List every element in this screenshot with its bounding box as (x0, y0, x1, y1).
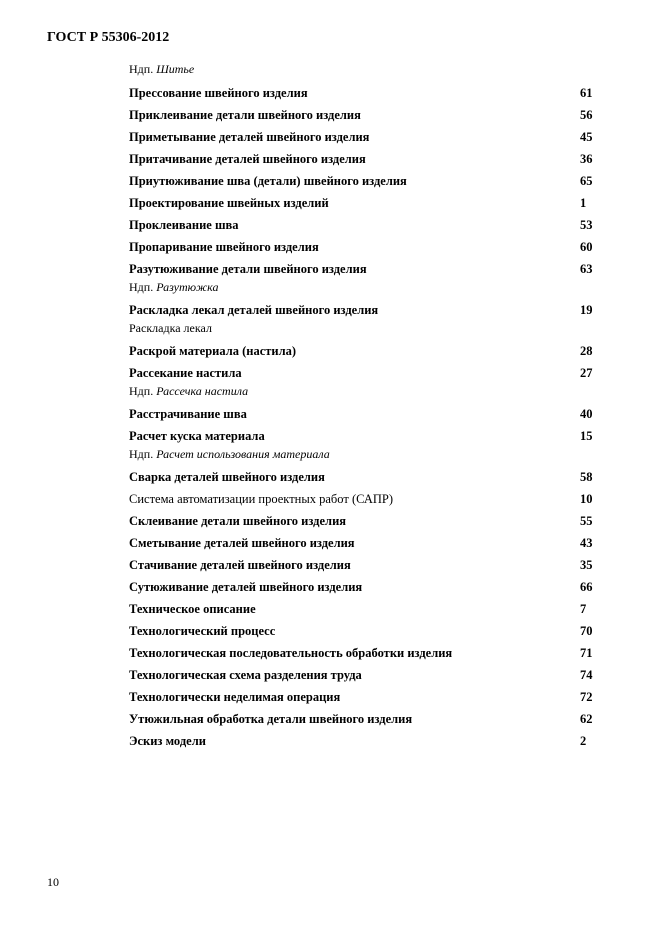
entry-number: 1 (580, 196, 587, 210)
subnote-term: Расчет использования материала (156, 447, 330, 461)
entry-number: 55 (580, 514, 593, 528)
entry-term: Технологическая последовательность обработки изделия (129, 646, 453, 660)
entry-term: Технологически неделимая операция (129, 690, 341, 704)
index-entry (129, 624, 596, 641)
subnote-text: Раскладка лекал (129, 321, 212, 335)
index-entry (129, 196, 596, 213)
index-entry (129, 602, 596, 619)
entry-number: 63 (580, 262, 593, 276)
entry-term: Пропаривание швейного изделия (129, 240, 319, 254)
index-entry (129, 407, 596, 424)
index-entry (129, 108, 596, 125)
entry-term: Рассекание настила (129, 366, 242, 380)
entry-number: 19 (580, 303, 593, 317)
index-entries (129, 86, 596, 751)
entry-number: 27 (580, 366, 593, 380)
index-entry (129, 429, 596, 463)
index-entry (129, 492, 596, 509)
intro-note (129, 61, 596, 78)
page-number: 10 (47, 875, 59, 889)
index-entry (129, 218, 596, 235)
entry-number: 15 (580, 429, 593, 443)
entry-term: Проклеивание шва (129, 218, 239, 232)
subnote-term: Разутюжка (156, 280, 219, 294)
entry-number: 40 (580, 407, 593, 421)
entry-term: Сварка деталей швейного изделия (129, 470, 325, 484)
entry-number: 36 (580, 152, 593, 166)
entry-number: 56 (580, 108, 593, 122)
entry-subnote (129, 383, 596, 400)
entry-term: Стачивание деталей швейного изделия (129, 558, 351, 572)
index-entry (129, 668, 596, 685)
index-entry (129, 152, 596, 169)
subnote-prefix: Ндп. (129, 447, 154, 461)
index-entry (129, 86, 596, 103)
index-entry (129, 712, 596, 729)
entry-term: Приметывание деталей швейного изделия (129, 130, 370, 144)
index-entry (129, 690, 596, 707)
entry-term: Приклеивание детали швейного изделия (129, 108, 361, 122)
entry-number: 74 (580, 668, 593, 682)
document-header: ГОСТ Р 55306-2012 (47, 30, 170, 45)
subnote-term: Рассечка настила (156, 384, 249, 398)
entry-subnote (129, 446, 596, 463)
entry-term: Проектирование швейных изделий (129, 196, 329, 210)
index-entry (129, 240, 596, 257)
subnote-prefix: Ндп. (129, 280, 154, 294)
entry-number: 43 (580, 536, 593, 550)
entry-term: Технологическая схема разделения труда (129, 668, 362, 682)
entry-term: Утюжильная обработка детали швейного изделия (129, 712, 413, 726)
intro-term: Шитье (156, 62, 195, 76)
intro-prefix: Ндп. (129, 62, 154, 76)
entry-number: 35 (580, 558, 593, 572)
entry-number: 71 (580, 646, 593, 660)
entry-term: Расчет куска материала (129, 429, 265, 443)
entry-number: 72 (580, 690, 593, 704)
entry-term: Расстрачивание шва (129, 407, 247, 421)
entry-subnote (129, 320, 596, 337)
entry-term: Раскладка лекал деталей швейного изделия (129, 303, 379, 317)
index-entry (129, 344, 596, 361)
entry-term: Технологический процесс (129, 624, 276, 638)
entry-number: 61 (580, 86, 593, 100)
entry-term: Сутюживание деталей швейного изделия (129, 580, 363, 594)
index-entry (129, 174, 596, 191)
entry-number: 70 (580, 624, 593, 638)
entry-number: 66 (580, 580, 593, 594)
entry-number: 28 (580, 344, 593, 358)
entry-number: 53 (580, 218, 593, 232)
index-entry (129, 514, 596, 531)
entry-term: Раскрой материала (настила) (129, 344, 297, 358)
entry-number: 45 (580, 130, 593, 144)
entry-term: Эскиз модели (129, 734, 206, 748)
entry-number: 65 (580, 174, 593, 188)
entry-number: 10 (580, 492, 593, 506)
entry-term: Притачивание деталей швейного изделия (129, 152, 366, 166)
index-entry (129, 734, 596, 751)
entry-term: Техническое описание (129, 602, 256, 616)
index-entry (129, 366, 596, 400)
subnote-prefix: Ндп. (129, 384, 154, 398)
index-entry (129, 262, 596, 296)
index-entry (129, 130, 596, 147)
index-entry (129, 558, 596, 575)
entry-number: 2 (580, 734, 587, 748)
index-entry (129, 646, 596, 663)
index-entry (129, 303, 596, 337)
index-entry (129, 536, 596, 553)
entry-term: Разутюживание детали швейного изделия (129, 262, 367, 276)
entry-term: Склеивание детали швейного изделия (129, 514, 347, 528)
entry-term: Сметывание деталей швейного изделия (129, 536, 355, 550)
index-entry (129, 580, 596, 597)
entry-number: 58 (580, 470, 593, 484)
entry-number: 60 (580, 240, 593, 254)
entry-number: 62 (580, 712, 593, 726)
entry-term: Прессование швейного изделия (129, 86, 308, 100)
entry-subnote (129, 279, 596, 296)
index-entry (129, 470, 596, 487)
entry-number: 7 (580, 602, 587, 616)
entry-term: Приутюживание шва (детали) швейного изделия (129, 174, 407, 188)
entry-term: Система автоматизации проектных работ (САПР) (129, 492, 394, 506)
term-index (129, 61, 596, 756)
